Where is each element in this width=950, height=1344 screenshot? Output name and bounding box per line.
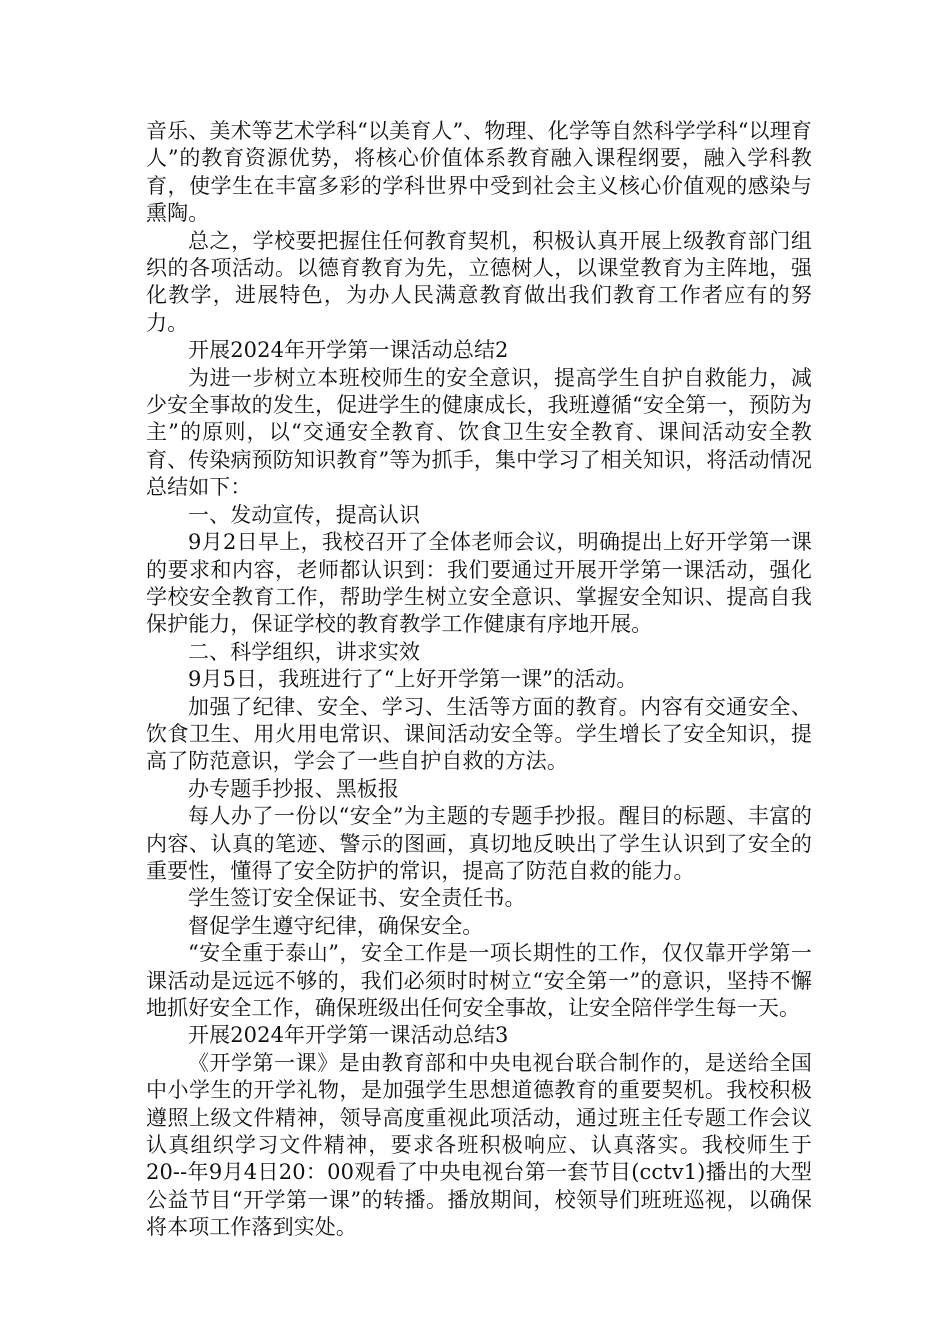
paragraph-1: 音乐、美术等艺术学科“以美育人”、物理、化学等自然科学学科“以理育人”的教育资源优势，将核心价值体系教育融入课程纲要，融入学科教育，使学生在丰富多彩的学科世界中受到社会主义核心价值观的感染与熏陶。 — [146, 119, 812, 226]
paragraph-10: 办专题手抄报、黑板报 — [188, 776, 399, 801]
paragraph-2: 总之，学校要把握住任何教育契机，积极认真开展上级教育部门组织的各项活动。以德育教育为先，立德树人，以课堂教育为主阵地，强化教学，进展特色，为办人民满意教育做出我们教育工作者应有的努力。 — [146, 228, 812, 335]
paragraph-9: 加强了纪律、安全、学习、生活等方面的教育。内容有交通安全、饮食卫生、用火用电常识、课间活动安全等。学生增长了安全知识，提高了防范意识，学会了一些自护自救的方法。 — [146, 694, 812, 774]
paragraph-14: “安全重于泰山”，安全工作是一项长期性的工作，仅仅靠开学第一课活动是远远不够的，我们必须时时树立“安全第一”的意识，坚持不懈地抓好安全工作，确保班级出任何安全事故，让安全陪伴学生每一天。 — [146, 941, 812, 1020]
paragraph-13: 督促学生遵守纪律，确保安全。 — [188, 913, 484, 938]
paragraph-12: 学生签订安全保证书、安全责任书。 — [188, 886, 526, 911]
paragraph-11: 每人办了一份以“安全”为主题的专题手抄报。醒目的标题、丰富的内容、认真的笔迹、警示的图画，真切地反映出了学生认识到了安全的重要性，懂得了安全防护的常识，提高了防范自救的能力。 — [146, 804, 812, 883]
subheading-1: 一、发动宣传，提高认识 — [188, 502, 421, 527]
section-heading-2: 开展2024年开学第一课活动总结2 — [188, 338, 509, 363]
paragraph-8: 9月5日，我班进行了“上好开学第一课”的活动。 — [188, 667, 638, 692]
paragraph-16: 《开学第一课》是由教育部和中央电视台联合制作的，是送给全国中小学生的开学礼物，是加强学生思想道德教育的重要契机。我校积极遵照上级文件精神，领导高度重视此项活动，通过班主任专题工作会议认真组织学习文件精神，要求各班积极响应、认真落实。我校师生于20--年9月4日20：00观看了中央电视台第一套节目(cctv1)播出的大型公益节目“开学第一课”的转播。播放期间，校领导们班班巡视，以确保将本项工作落到实处。 — [146, 1050, 812, 1240]
document-body — [146, 118, 812, 1242]
subheading-2: 二、科学组织，讲求实效 — [188, 639, 421, 664]
paragraph-6: 9月2日早上，我校召开了全体老师会议，明确提出上好开学第一课的要求和内容，老师都认识到：我们要通过开展开学第一课活动，强化学校安全教育工作，帮助学生树立安全意识、掌握安全知识、提高自我保护能力，保证学校的教育教学工作健康有序地开展。 — [146, 530, 812, 637]
section-heading-3: 开展2024年开学第一课活动总结3 — [188, 1023, 509, 1048]
paragraph-4: 为进一步树立本班校师生的安全意识，提高学生自护自救能力，减少安全事故的发生，促进学生的健康成长，我班遵循“安全第一，预防为主”的原则，以“交通安全教育、饮食卫生安全教育、课间活动安全教育、传染病预防知识教育”等为抓手，集中学习了相关知识，将活动情况总结如下： — [146, 365, 812, 500]
